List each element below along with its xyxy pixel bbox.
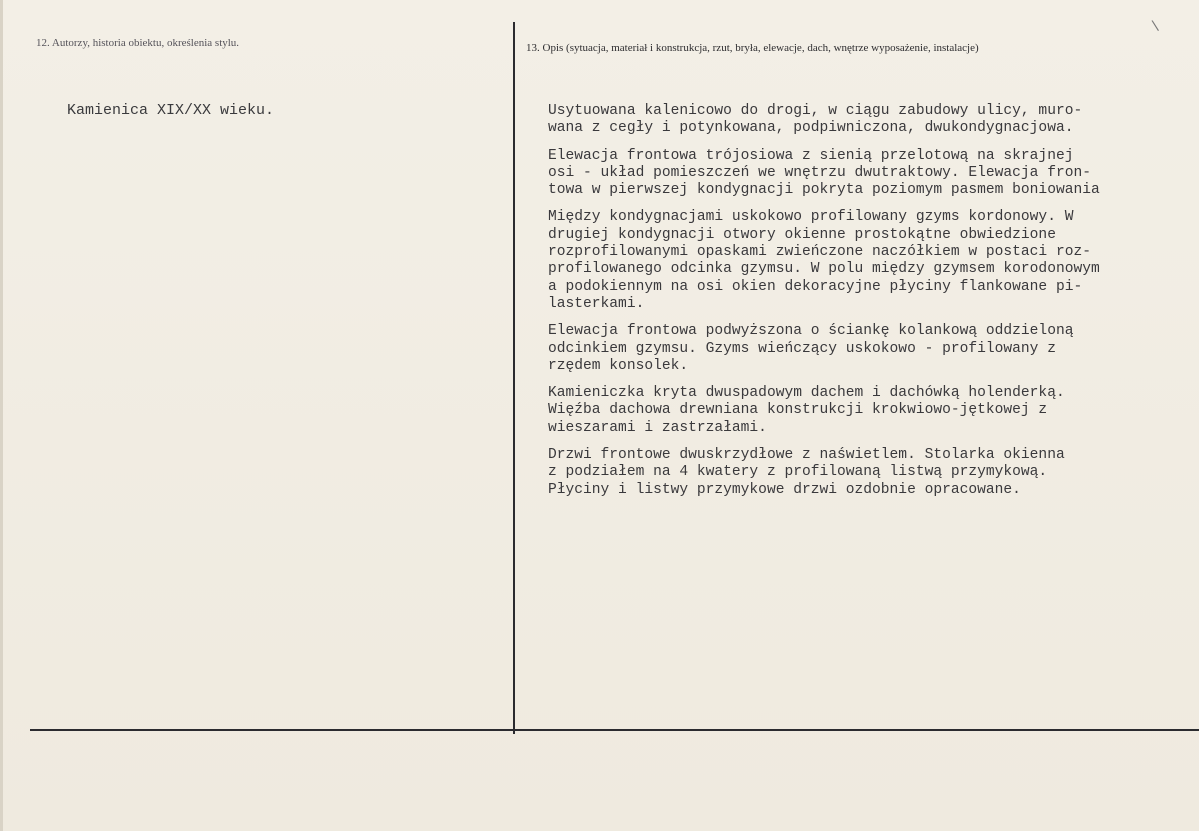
description-paragraph — [548, 103, 1198, 138]
description-text — [548, 103, 1198, 509]
description-paragraph — [548, 323, 1198, 375]
page-edge — [0, 0, 3, 831]
text-line: towa w pierwszej kondygnacji pokryta poziomym pasmem boniowania — [548, 182, 1100, 199]
text-line: Drzwi frontowe dwuskrzydłowe z naświetlem. Stolarka okienna — [548, 447, 1065, 464]
text-line: wana z cegły i potynkowana, podpiwniczona, dwukondygnacjowa. — [548, 120, 1074, 137]
style-entry: Kamienica XIX/XX wieku. — [67, 102, 275, 119]
text-line: Elewacja frontowa trójosiowa z sienią przelotową na skrajnej — [548, 147, 1074, 164]
text-line: profilowanego odcinka gzymsu. W polu między gzymsem korodonowym — [548, 261, 1100, 278]
text-line: wieszarami i zastrzałami. — [548, 419, 767, 436]
text-line: rozprofilowanymi opaskami zwieńczone naczółkiem w postaci roz- — [548, 244, 1091, 261]
text-line: Usytuowana kalenicowo do drogi, w ciągu zabudowy ulicy, muro- — [548, 103, 1083, 119]
field-12-label: 12. Autorzy, historia obiektu, określenia stylu. — [36, 37, 240, 49]
text-line: Więźba dachowa drewniana konstrukcji krokwiowo-jętkowej z — [548, 402, 1048, 419]
text-line: z podziałem na 4 kwatery z profilowaną listwą przymykową. — [548, 464, 1048, 481]
bottom-rule — [30, 729, 1199, 731]
text-line: a podokiennym na osi okien dekoracyjne płyciny flankowane pi- — [548, 278, 1083, 295]
text-line: drugiej kondygnacji otwory okienne prostokątne obwiedzione — [548, 226, 1056, 243]
pen-mark: \ — [1151, 17, 1160, 35]
description-paragraph — [548, 148, 1198, 200]
field-13-label: 13. Opis (sytuacja, materiał i konstrukcja, rzut, bryła, elewacje, dach, wnętrze wyposażenie, instalacje) — [526, 42, 979, 54]
text-line: Elewacja frontowa podwyższona o ściankę kolankową oddzieloną — [548, 323, 1074, 340]
text-line: odcinkiem gzymsu. Gzyms wieńczący uskokowo - profilowany z — [548, 340, 1056, 357]
text-line: lasterkami. — [548, 295, 645, 312]
text-line: Między kondygnacjami uskokowo profilowany gzyms kordonowy. W — [548, 209, 1074, 226]
text-line: Płyciny i listwy przymykowe drzwi ozdobnie opracowane. — [548, 481, 1021, 498]
text-line: rzędem konsolek. — [548, 357, 689, 374]
description-paragraph — [548, 447, 1198, 499]
description-paragraph — [548, 209, 1198, 313]
text-line: osi - układ pomieszczeń we wnętrzu dwutraktowy. Elewacja fron- — [548, 164, 1091, 181]
description-paragraph — [548, 385, 1198, 437]
text-line: Kamieniczka kryta dwuspadowym dachem i dachówką holenderką. — [548, 385, 1065, 402]
column-divider — [513, 22, 515, 734]
